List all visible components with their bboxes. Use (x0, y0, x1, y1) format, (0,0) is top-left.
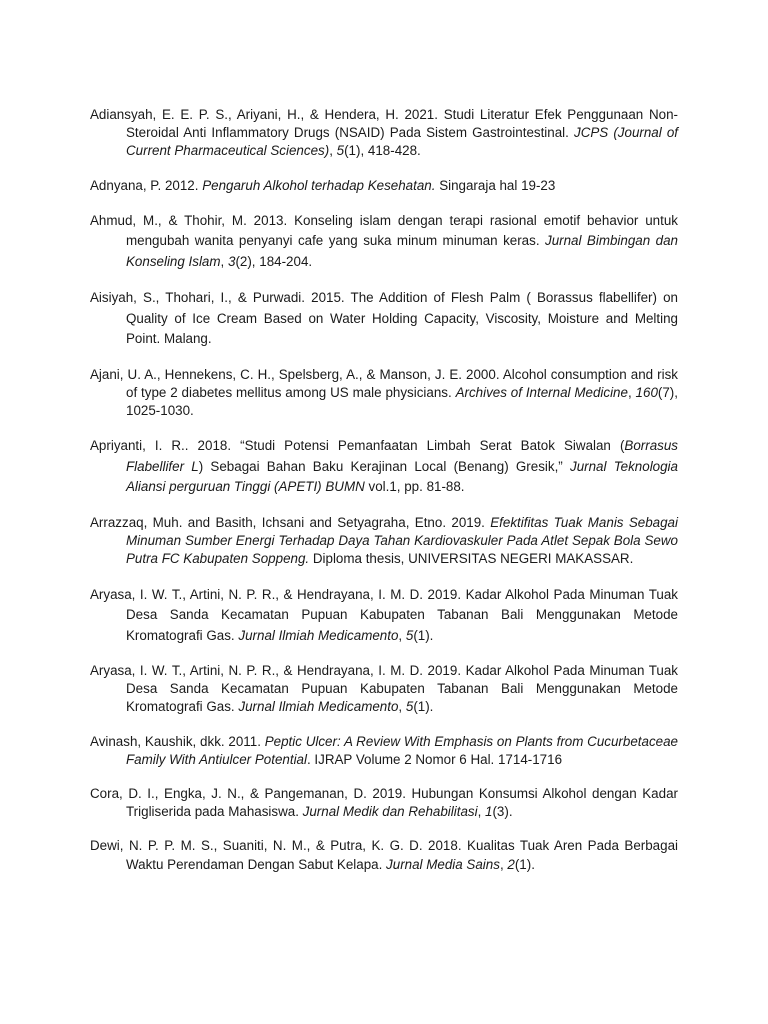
reference-italic-text: Jurnal Ilmiah Medicamento (238, 699, 399, 715)
reference-text: Diploma thesis, UNIVERSITAS NEGERI MAKASSAR. (309, 551, 634, 567)
reference-entry (90, 514, 678, 569)
reference-italic-text: 2 (507, 856, 515, 872)
reference-entry (90, 785, 678, 821)
reference-italic-text: Jurnal Ilmiah Medicamento (238, 627, 399, 643)
reference-text: Adnyana, P. 2012. (90, 177, 203, 193)
reference-text: (1). (514, 856, 535, 872)
reference-italic-text: Peptic Ulcer: A Review With Emphasis on Plants from Cucurbetaceae Family With Antiulcer Potential (126, 733, 678, 767)
reference-entry (90, 837, 678, 873)
reference-italic-text: 5 (405, 627, 414, 643)
reference-text: Arrazzaq, Muh. and Basith, Ichsani and Setyagraha, Etno. 2019. (90, 514, 491, 530)
reference-italic-text: JCPS (Journal of Current Pharmaceutical Sciences) (126, 125, 678, 159)
reference-entry (90, 662, 678, 717)
reference-entry (90, 288, 678, 350)
reference-text: Adiansyah, E. E. P. S., Ariyani, H., & Hendera, H. 2021. Studi Literatur Efek Penggunaan Non-Steroidal Anti Inflammatory Drugs (NSAID) Pada Sistem Gastrointestinal. (90, 107, 678, 141)
reference-entry (90, 106, 678, 161)
reference-text: Aryasa, I. W. T., Artini, N. P. R., & Hendrayana, I. M. D. 2019. Kadar Alkohol Pada Minuman Tuak Desa Sanda Kecamatan Pupuan Kabupaten Tabanan Bali Menggunakan Metode Kromatografi Gas. (90, 663, 678, 715)
reference-text: , (627, 385, 636, 401)
reference-text: (3). (492, 804, 513, 820)
reference-text: Cora, D. I., Engka, J. N., & Pangemanan, D. 2019. Hubungan Konsumsi Alkohol dengan Kadar Trigliserida pada Mahasiswa. (90, 786, 678, 820)
reference-italic-text: Pengaruh Alkohol terhadap Kesehatan. (202, 177, 436, 193)
reference-italic-text: 5 (405, 699, 414, 715)
reference-text: (2), 184-204. (235, 253, 313, 269)
reference-italic-text: Jurnal Bimbingan dan Konseling Islam (126, 233, 678, 269)
reference-text: ) Sebagai Bahan Baku Kerajinan Local (Benang) Gresik,” (198, 458, 570, 474)
reference-text: Apriyanti, I. R.. 2018. “Studi Potensi Pemanfaatan Limbah Serat Batok Siwalan ( (90, 438, 625, 454)
reference-entry (90, 585, 678, 647)
reference-text: , (329, 143, 337, 159)
reference-italic-text: Jurnal Teknologia Aliansi perguruan Tinggi (APETI) BUMN (126, 458, 678, 495)
reference-text: (1). (413, 627, 434, 643)
reference-italic-text: 3 (227, 253, 236, 269)
reference-italic-text: 5 (336, 143, 345, 159)
reference-italic-text: Borrasus Flabellifer L (126, 438, 678, 474)
reference-text: , (220, 253, 228, 269)
reference-italic-text: Efektifitas Tuak Manis Sebagai Minuman Sumber Energi Terhadap Daya Tahan Kardiovaskuler Pada Atlet Sepak Bola Sewo Putra FC Kabupaten Soppeng. (126, 514, 678, 567)
reference-italic-text: Archives of Internal Medicine (455, 385, 628, 401)
reference-text: (1), 418-428. (344, 143, 421, 159)
reference-text: (7), 1025-1030. (126, 385, 678, 419)
reference-entry (90, 733, 678, 769)
reference-text: vol.1, pp. 81-88. (364, 479, 465, 495)
reference-italic-text: 160 (635, 385, 658, 401)
reference-text: , (477, 804, 486, 820)
reference-italic-text: 1 (485, 804, 493, 820)
reference-text: . IJRAP Volume 2 Nomor 6 Hal. 1714-1716 (306, 751, 563, 767)
reference-entry (90, 436, 678, 498)
reference-list (90, 106, 678, 874)
reference-text: (1). (413, 699, 434, 715)
reference-italic-text: Jurnal Media Sains (386, 856, 500, 872)
reference-text: Ajani, U. A., Hennekens, C. H., Spelsberg, A., & Manson, J. E. 2000. Alcohol consumption and risk of type 2 diabetes mellitus among US male physicians. (90, 366, 678, 401)
reference-text: Aryasa, I. W. T., Artini, N. P. R., & Hendrayana, I. M. D. 2019. Kadar Alkohol Pada Minuman Tuak Desa Sanda Kecamatan Pupuan Kabupaten Tabanan Bali Menggunakan Metode Kromatografi Gas. (90, 586, 678, 643)
reference-entry (90, 177, 678, 195)
reference-text: Singaraja hal 19-23 (435, 177, 556, 193)
reference-text: , (398, 627, 406, 643)
reference-text: Ahmud, M., & Thohir, M. 2013. Konseling islam dengan terapi rasional emotif behavior untuk mengubah wanita penyanyi cafe yang suka minum minuman keras. (90, 212, 678, 249)
reference-italic-text: Jurnal Medik dan Rehabilitasi (302, 804, 478, 820)
reference-entry (90, 366, 678, 421)
reference-text: Dewi, N. P. P. M. S., Suaniti, N. M., & Putra, K. G. D. 2018. Kualitas Tuak Aren Pada Berbagai Waktu Perendaman Dengan Sabut Kelapa. (90, 838, 678, 872)
reference-text: , (398, 699, 406, 715)
reference-entry (90, 211, 678, 273)
reference-text: Aisiyah, S., Thohari, I., & Purwadi. 2015. The Addition of Flesh Palm ( Borassus flabellifer) on Quality of Ice Cream Based on Water Holding Capacity, Viscosity, Moisture and Melting Point. Malang. (90, 290, 678, 347)
reference-text: , (499, 856, 508, 872)
reference-text: Avinash, Kaushik, dkk. 2011. (90, 733, 265, 749)
